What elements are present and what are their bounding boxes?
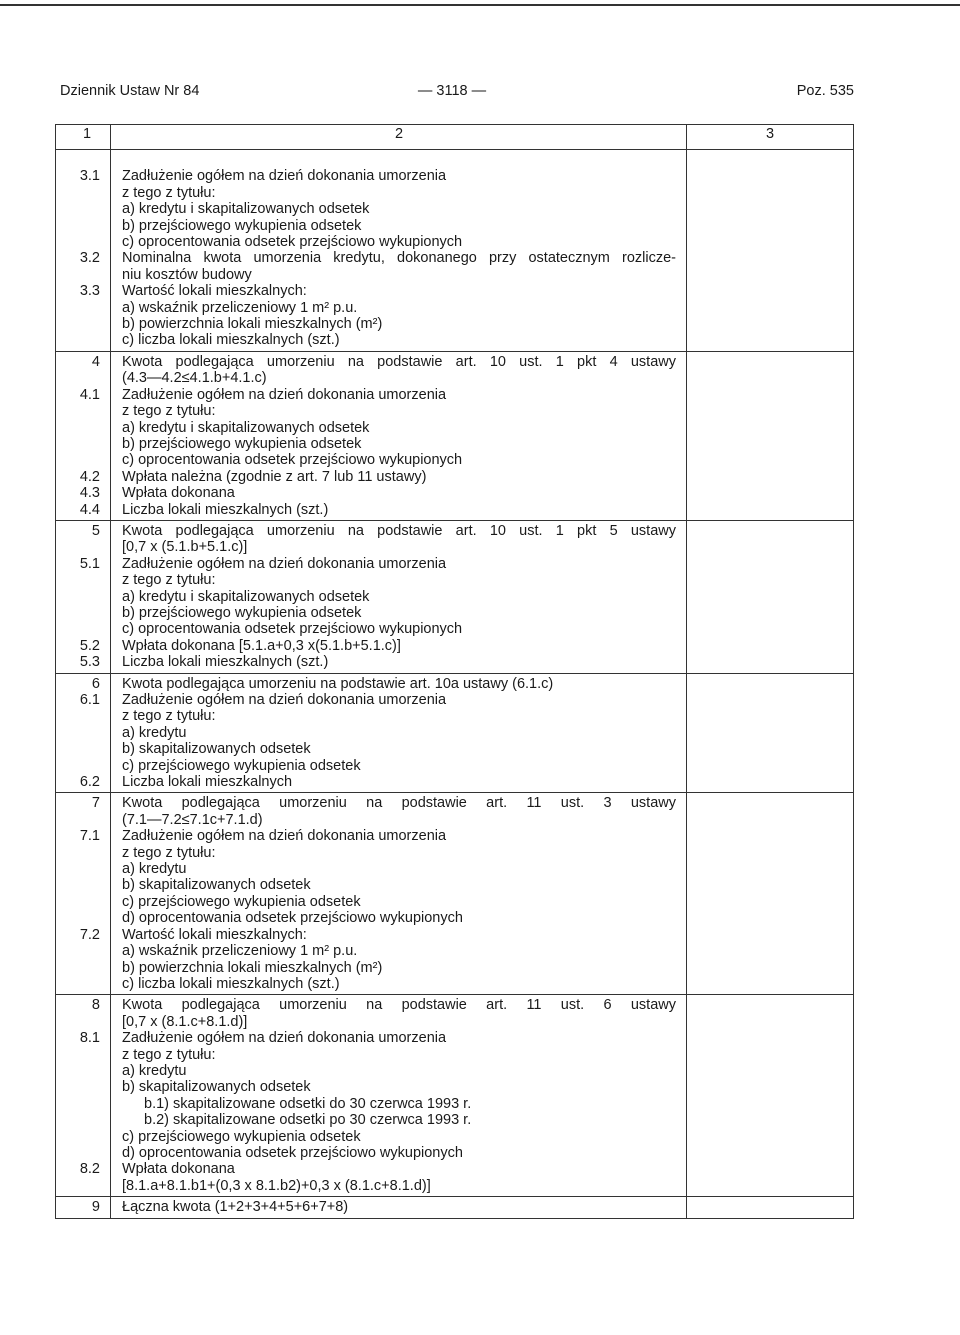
settlement-table — [55, 124, 854, 1219]
item-line: a) wskaźnik przeliczeniowy 1 m² p.u. — [122, 299, 358, 316]
item-number — [56, 1014, 100, 1030]
item-line: c) przejściowego wykupienia odsetek — [122, 1128, 361, 1145]
item-number — [56, 960, 100, 976]
item-number — [56, 201, 100, 217]
item-number — [56, 725, 100, 741]
item-number — [56, 234, 100, 250]
table-row — [56, 520, 854, 673]
page-number: — 3118 — — [417, 83, 487, 99]
table-row — [56, 793, 854, 995]
item-number: 8 — [91, 997, 100, 1014]
item-number — [56, 943, 100, 959]
item-line: c) przejściowego wykupienia odsetek — [122, 893, 361, 910]
item-number-cell — [56, 1197, 111, 1218]
item-number — [56, 1178, 100, 1194]
item-number — [56, 1047, 100, 1063]
item-number — [56, 621, 100, 637]
item-number — [56, 267, 100, 283]
item-number-cell — [56, 520, 111, 673]
item-number-cell — [56, 995, 111, 1197]
item-line: c) oprocentowania odsetek przejściowo wykupionych — [122, 234, 463, 251]
item-number: 4.4 — [79, 501, 100, 518]
item-number: 7 — [91, 795, 100, 812]
item-number: 8.1 — [79, 1030, 100, 1047]
item-line: b.2) skapitalizowane odsetki po 30 czerwca 1993 r. — [144, 1112, 472, 1129]
item-number: 4.3 — [79, 485, 100, 502]
item-number — [56, 452, 100, 468]
item-number — [56, 572, 100, 588]
item-number — [56, 420, 100, 436]
item-description-cell — [111, 150, 687, 352]
item-line: [0,7 x (8.1.c+8.1.d)] — [122, 1013, 248, 1030]
item-line: Kwota podlegająca umorzeniu na podstawie art. 10a ustawy (6.1.c) — [122, 675, 554, 692]
item-line: z tego z tytułu: — [122, 184, 216, 201]
item-line: Zadłużenie ogółem na dzień dokonania umorzenia — [122, 692, 447, 708]
item-value-cell — [687, 520, 854, 673]
item-number — [56, 861, 100, 877]
item-number — [56, 370, 100, 386]
item-number-cell — [56, 673, 111, 793]
item-description-cell — [111, 1197, 687, 1218]
table-row — [56, 673, 854, 793]
item-line: Wpłata dokonana — [122, 485, 235, 502]
item-number — [56, 218, 100, 234]
item-number — [56, 403, 100, 419]
item-description-cell — [111, 673, 687, 793]
item-line: b) przejściowego wykupienia odsetek — [122, 435, 362, 452]
item-line: a) kredytu — [122, 861, 187, 878]
position-number: Poz. 535 — [796, 83, 854, 99]
item-line: Wpłata dokonana — [122, 1161, 235, 1178]
item-line: Kwota podlegająca umorzeniu na podstawie art. 11 ust. 6 ustawy — [122, 997, 676, 1014]
item-number: 5.1 — [79, 555, 100, 572]
item-line: b) przejściowego wykupienia odsetek — [122, 217, 362, 234]
item-line: b) skapitalizowanych odsetek — [122, 877, 311, 894]
item-line: Zadłużenie ogółem na dzień dokonania umorzenia — [122, 1030, 447, 1047]
item-number: 5 — [91, 522, 100, 539]
item-line: a) kredytu i skapitalizowanych odsetek — [122, 588, 370, 605]
item-line: Liczba lokali mieszkalnych (szt.) — [122, 501, 329, 518]
item-value-cell — [687, 1197, 854, 1218]
item-number — [56, 758, 100, 774]
item-number — [56, 185, 100, 201]
item-number: 5.3 — [79, 654, 100, 671]
item-number — [56, 877, 100, 893]
item-number — [56, 812, 100, 828]
item-number — [56, 539, 100, 555]
item-value-cell — [687, 673, 854, 793]
item-number — [56, 1145, 100, 1161]
item-line: Liczba lokali mieszkalnych — [122, 774, 293, 791]
item-line: b) skapitalizowanych odsetek — [122, 1079, 311, 1096]
item-value-cell — [687, 351, 854, 520]
item-line: b) powierzchnia lokali mieszkalnych (m²) — [122, 316, 383, 333]
item-line: Kwota podlegająca umorzeniu na podstawie art. 11 ust. 3 ustawy — [122, 795, 676, 812]
item-line: z tego z tytułu: — [122, 708, 216, 725]
item-description-cell — [111, 351, 687, 520]
item-line: b) przejściowego wykupienia odsetek — [122, 604, 362, 621]
item-line: d) oprocentowania odsetek przejściowo wykupionych — [122, 1144, 463, 1161]
item-line: Wpłata należna (zgodnie z art. 7 lub 11 ustawy) — [122, 468, 427, 485]
item-line: b.1) skapitalizowane odsetki do 30 czerwca 1993 r. — [144, 1095, 472, 1112]
item-line: z tego z tytułu: — [122, 1046, 216, 1063]
column-header-row — [56, 125, 854, 150]
item-number — [56, 152, 100, 168]
item-number: 4.2 — [79, 468, 100, 485]
item-number: 5.2 — [79, 637, 100, 654]
item-number — [56, 708, 100, 724]
item-line: a) kredytu i skapitalizowanych odsetek — [122, 419, 370, 436]
item-number: 9 — [91, 1199, 100, 1216]
item-line: a) kredytu — [122, 724, 187, 741]
item-line: niu kosztów budowy — [122, 266, 252, 283]
item-number: 3.3 — [79, 283, 100, 300]
item-line: (7.1—7.2≤7.1c+7.1.d) — [122, 811, 263, 828]
item-number — [56, 1112, 100, 1128]
column-header-3: 3 — [687, 125, 854, 150]
table-row — [56, 150, 854, 352]
item-line: z tego z tytułu: — [122, 844, 216, 861]
column-header-1: 1 — [56, 125, 111, 150]
item-number — [56, 589, 100, 605]
item-value-cell — [687, 150, 854, 352]
item-line: c) liczba lokali mieszkalnych (szt.) — [122, 975, 340, 992]
item-number — [56, 316, 100, 332]
item-number — [56, 1096, 100, 1112]
item-line: [0,7 x (5.1.b+5.1.c)] — [122, 539, 248, 556]
item-number — [56, 894, 100, 910]
item-line: a) wskaźnik przeliczeniowy 1 m² p.u. — [122, 943, 358, 960]
journal-title: Dziennik Ustaw Nr 84 — [60, 83, 200, 99]
item-number — [56, 910, 100, 926]
table-row — [56, 1197, 854, 1218]
item-number: 4.1 — [79, 386, 100, 403]
item-number — [56, 300, 100, 316]
item-description-cell — [111, 793, 687, 995]
item-line: Łączna kwota (1+2+3+4+5+6+7+8) — [122, 1199, 349, 1216]
item-value-cell — [687, 995, 854, 1197]
item-line: b) skapitalizowanych odsetek — [122, 741, 311, 758]
item-number: 6.2 — [79, 774, 100, 791]
item-line: c) oprocentowania odsetek przejściowo wykupionych — [122, 621, 463, 638]
item-line: Liczba lokali mieszkalnych (szt.) — [122, 654, 329, 671]
item-line: c) przejściowego wykupienia odsetek — [122, 757, 361, 774]
item-description-cell — [111, 520, 687, 673]
item-number — [56, 741, 100, 757]
item-number-cell — [56, 150, 111, 352]
item-number — [56, 332, 100, 348]
item-description-cell — [111, 995, 687, 1197]
item-number — [56, 976, 100, 992]
item-line: d) oprocentowania odsetek przejściowo wykupionych — [122, 910, 463, 927]
item-number: 7.1 — [79, 828, 100, 845]
item-line: Kwota podlegająca umorzeniu na podstawie art. 10 ust. 1 pkt 5 ustawy — [122, 522, 676, 539]
item-line: Zadłużenie ogółem na dzień dokonania umorzenia — [122, 828, 447, 845]
table-row — [56, 995, 854, 1197]
item-line: Nominalna kwota umorzenia kredytu, dokonanego przy ostatecznym rozlicze- — [122, 250, 676, 267]
item-number: 8.2 — [79, 1161, 100, 1178]
item-number — [56, 1129, 100, 1145]
item-line: b) powierzchnia lokali mieszkalnych (m²) — [122, 959, 383, 976]
item-number: 3.1 — [79, 168, 100, 185]
item-number-cell — [56, 351, 111, 520]
item-line — [122, 152, 676, 168]
item-line: Zadłużenie ogółem na dzień dokonania umorzenia — [122, 168, 447, 185]
item-line: (4.3—4.2≤4.1.b+4.1.c) — [122, 370, 267, 387]
column-header-2: 2 — [111, 125, 687, 150]
item-number — [56, 605, 100, 621]
item-line: c) oprocentowania odsetek przejściowo wykupionych — [122, 452, 463, 469]
item-number-cell — [56, 793, 111, 995]
item-line: Zadłużenie ogółem na dzień dokonania umorzenia — [122, 555, 447, 572]
item-line: Wartość lokali mieszkalnych: — [122, 283, 307, 300]
item-line: c) liczba lokali mieszkalnych (szt.) — [122, 332, 340, 349]
item-line: z tego z tytułu: — [122, 403, 216, 420]
item-number — [56, 1079, 100, 1095]
item-number — [56, 845, 100, 861]
item-line: Zadłużenie ogółem na dzień dokonania umorzenia — [122, 386, 447, 403]
item-line: Kwota podlegająca umorzeniu na podstawie art. 10 ust. 1 pkt 4 ustawy — [122, 353, 676, 370]
item-line: a) kredytu i skapitalizowanych odsetek — [122, 201, 370, 218]
item-number: 3.2 — [79, 250, 100, 267]
item-number — [56, 1063, 100, 1079]
item-line: [8.1.a+8.1.b1+(0,3 x 8.1.b2)+0,3 x (8.1.c+8.1.d)] — [122, 1177, 431, 1194]
item-number: 6.1 — [79, 692, 100, 708]
item-number: 6 — [91, 675, 100, 692]
item-value-cell — [687, 793, 854, 995]
item-line: z tego z tytułu: — [122, 572, 216, 589]
item-line: Wartość lokali mieszkalnych: — [122, 926, 307, 943]
item-number — [56, 436, 100, 452]
item-number: 7.2 — [79, 926, 100, 943]
item-line: a) kredytu — [122, 1062, 187, 1079]
item-number: 4 — [91, 353, 100, 370]
table-row — [56, 351, 854, 520]
item-line: Wpłata dokonana [5.1.a+0,3 x(5.1.b+5.1.c)] — [122, 637, 401, 654]
top-rule — [0, 4, 960, 6]
